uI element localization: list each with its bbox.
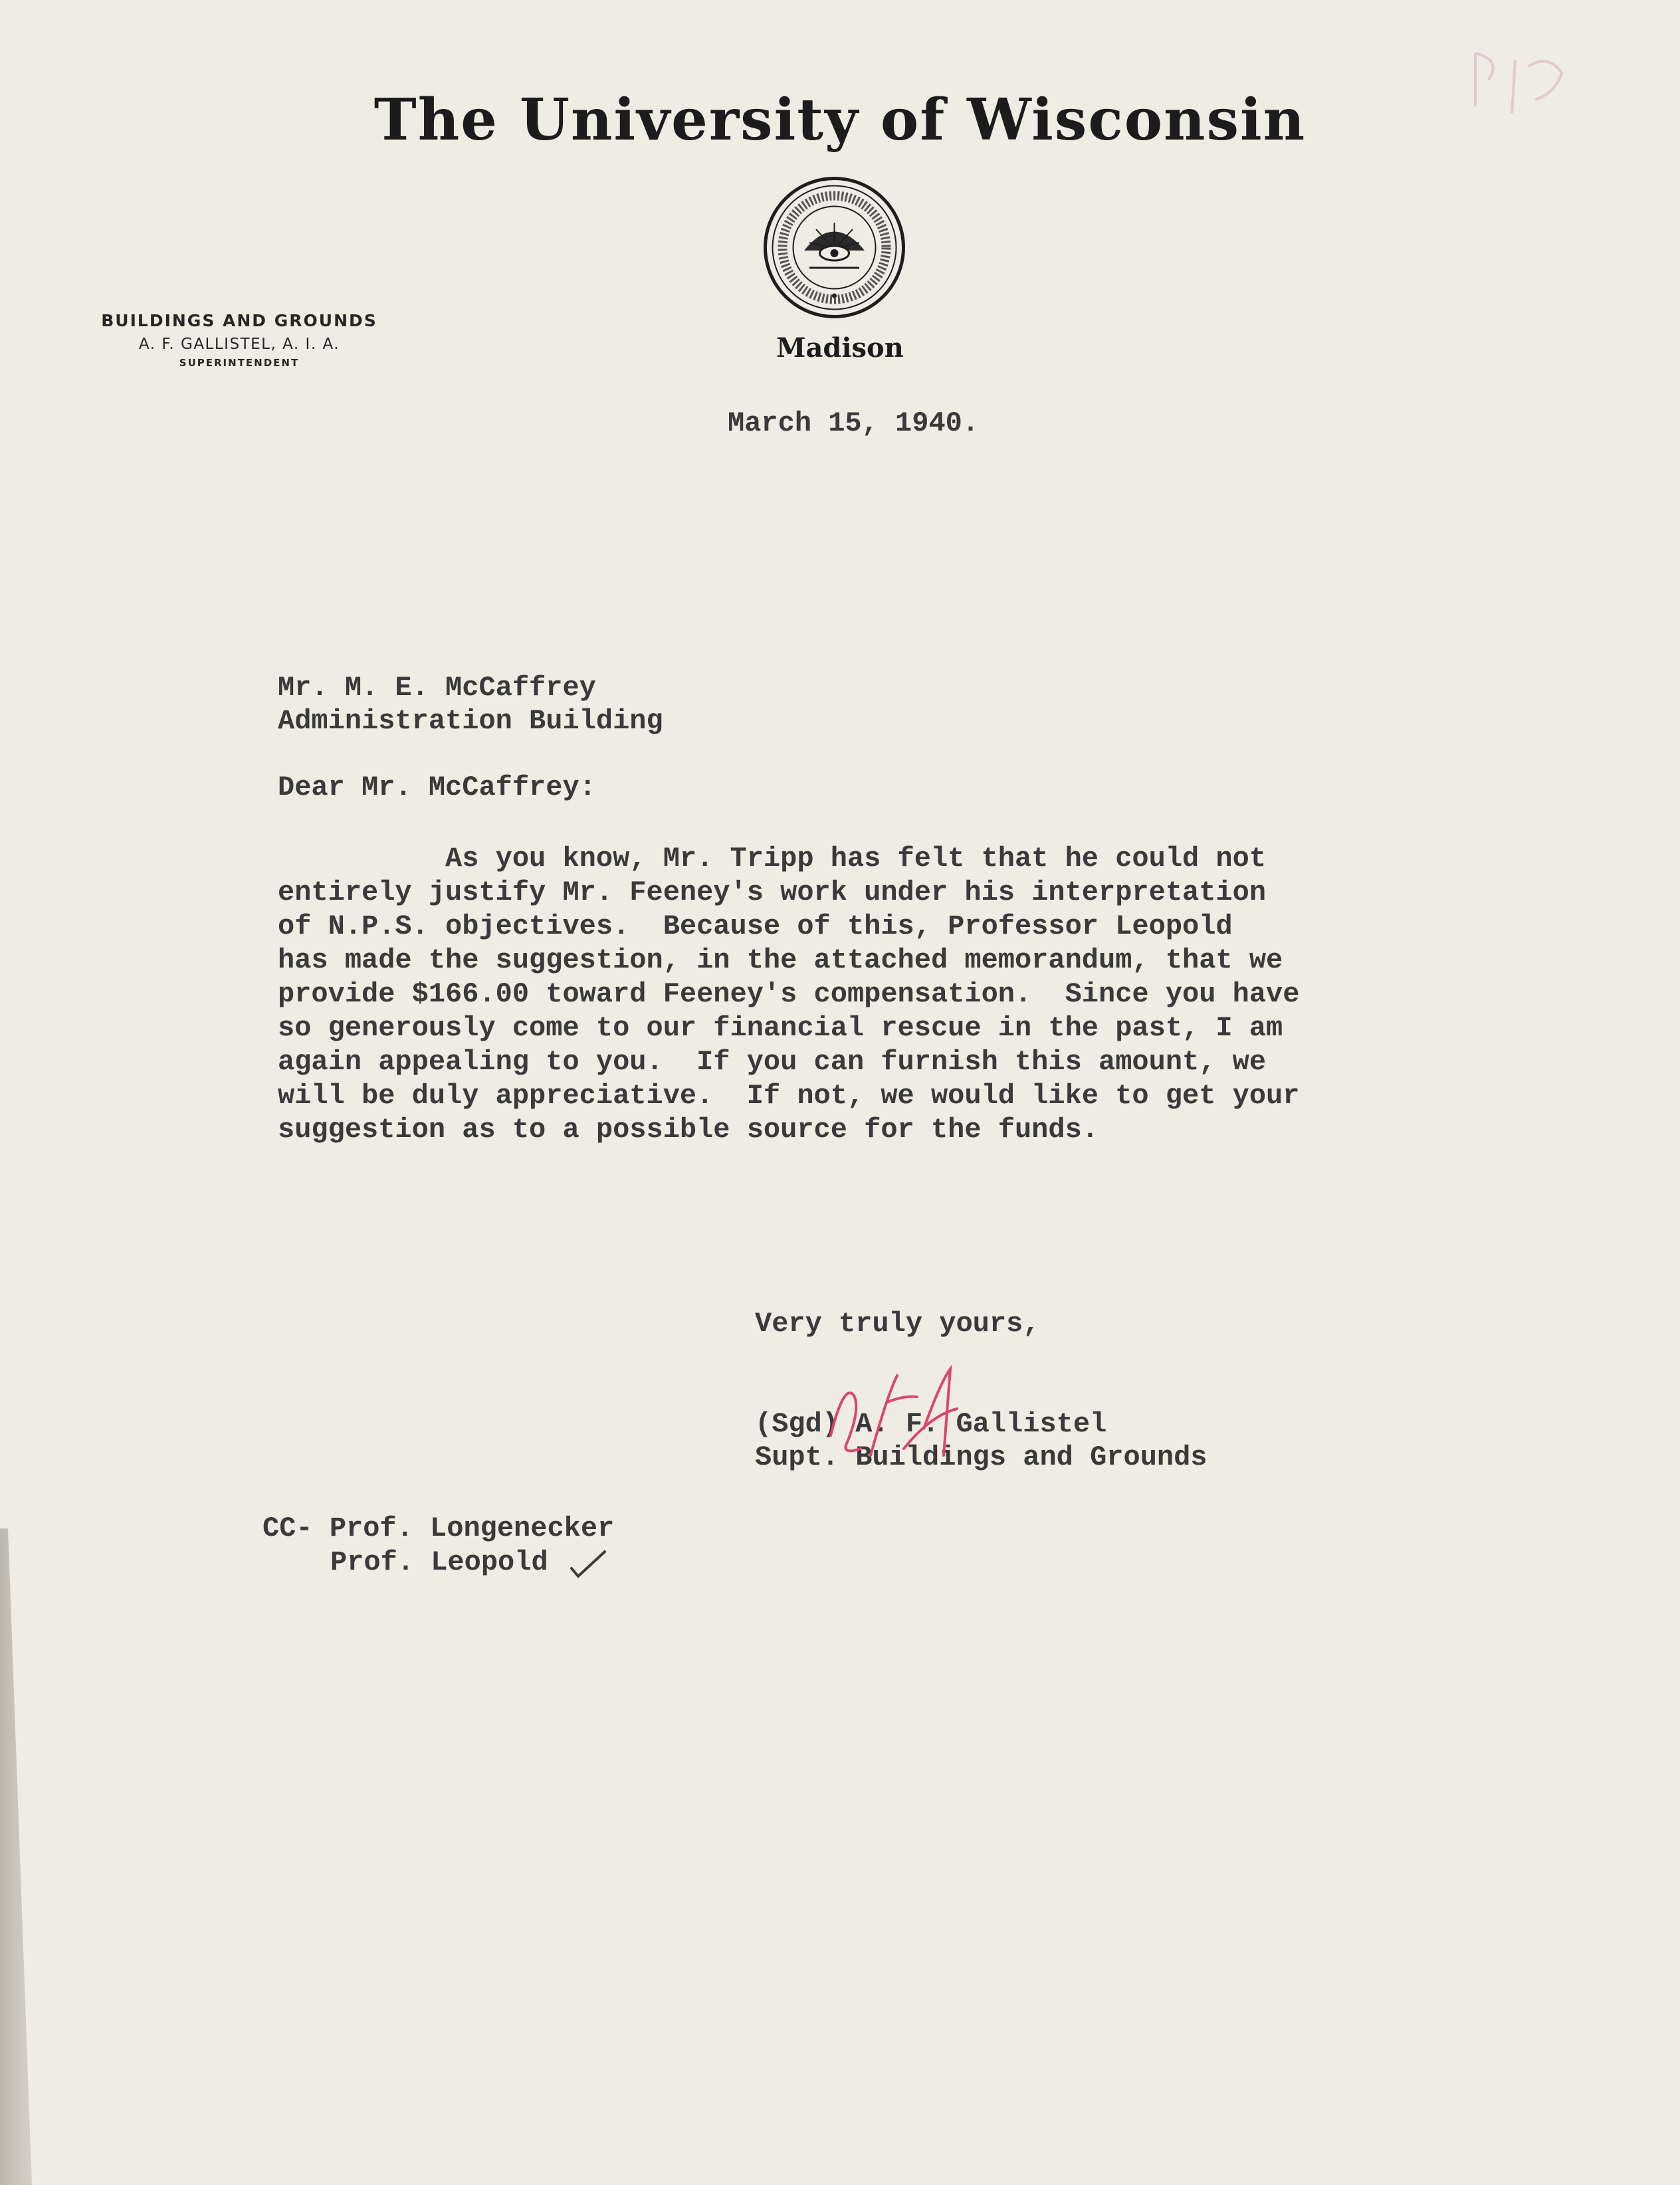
department-block	[80, 311, 399, 369]
paper-edge-shadow	[0, 1528, 53, 2185]
letterhead-title: The University of Wisconsin	[373, 86, 1307, 154]
cc-line-1: CC- Prof. Longenecker	[262, 1512, 615, 1544]
recipient-address: Administration Building	[278, 705, 663, 737]
check-mark-icon	[568, 1548, 608, 1582]
department-person: A. F. GALLISTEL, A. I. A.	[138, 336, 340, 353]
closing: Very truly yours,	[755, 1308, 1040, 1340]
letter-body: As you know, Mr. Tripp has felt that he could not entirely justify Mr. Feeney's work under his interpretation of N.P.S. objectives. Because of this, Professor Leopold has made the suggestion, in the attached memorandum, that we provide $166.00 toward Feeney's compensation. Since you have so generously come to our financial rescue in the past, I am again appealing to you. If you can furnish this amount, we will be duly appreciative. If not, we would like to get your suggestion as to a possible source for the funds.	[278, 843, 1300, 1146]
recipient-name: Mr. M. E. McCaffrey	[278, 672, 596, 704]
signature-line: (Sgd) A. F. Gallistel	[755, 1408, 1107, 1440]
department-name: BUILDINGS AND GROUNDS	[101, 311, 377, 330]
salutation: Dear Mr. McCaffrey:	[278, 772, 596, 803]
letter-date: March 15, 1940.	[728, 407, 980, 439]
signature-title: Supt. Buildings and Grounds	[755, 1441, 1208, 1473]
handwritten-signature	[824, 1356, 984, 1462]
university-seal-icon	[763, 176, 906, 319]
cc-line-2: Prof. Leopold	[330, 1546, 548, 1578]
pencil-annotation-icon	[1449, 40, 1582, 126]
letterhead-city: Madison	[776, 332, 904, 364]
department-role: SUPERINTENDENT	[179, 357, 300, 369]
